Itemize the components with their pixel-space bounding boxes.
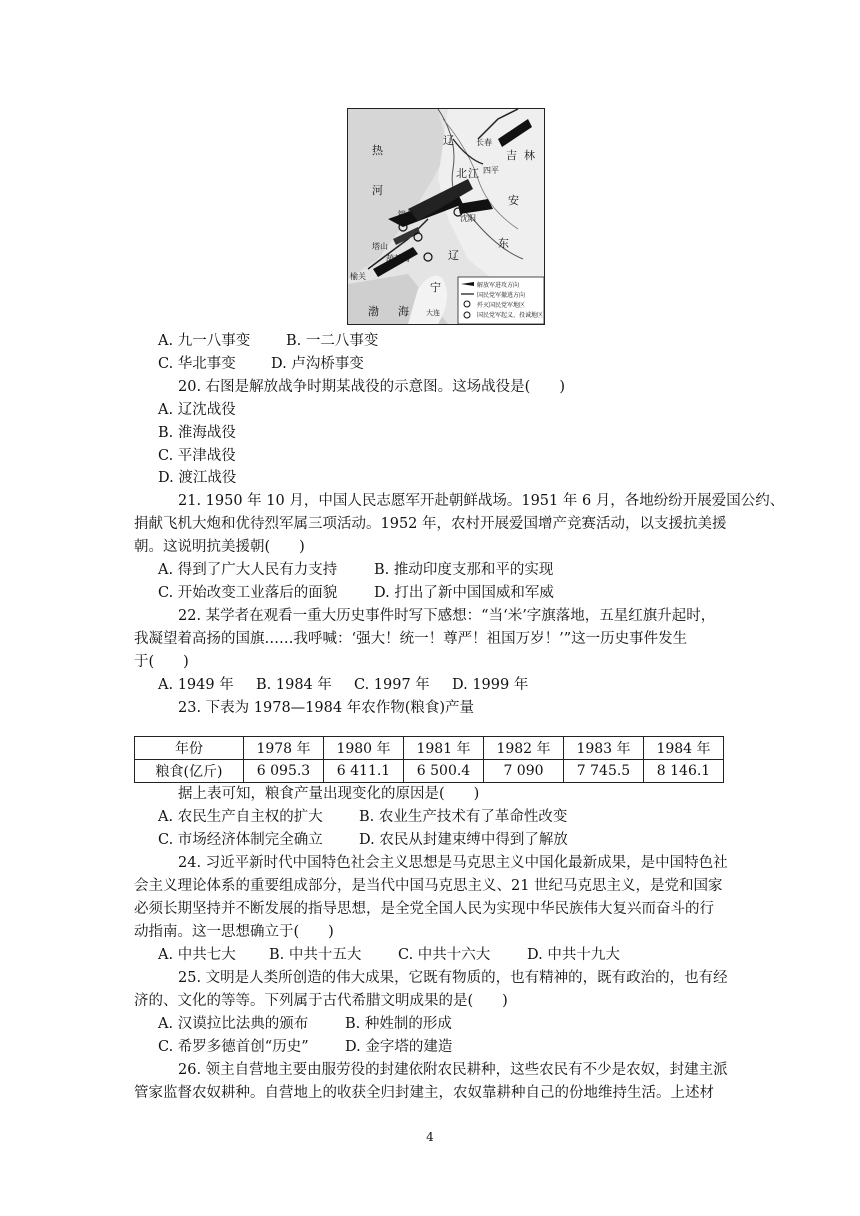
q24-line-1: 24. 习近平新时代中国特色社会主义思想是马克思主义中国化最新成果，是中国特色社 — [178, 855, 728, 871]
q24-option-a[interactable]: A. 中共七大 — [158, 947, 236, 963]
table-cell: 1982 年 — [484, 737, 564, 760]
q19-option-d[interactable]: D. 卢沟桥事变 — [271, 356, 364, 372]
q19-options-row1 — [158, 330, 378, 352]
table-cell: 6 500.4 — [404, 760, 484, 783]
map-label-liao2: 辽 — [448, 249, 459, 262]
table-cell: 1981 年 — [404, 737, 484, 760]
map-legend-attack: 解放军进攻方向 — [477, 282, 520, 289]
q21-options-row1 — [158, 559, 553, 581]
q21-line-2: 捐献飞机大炮和优待烈军属三项活动。1952 年，农村开展爱国增产竞赛活动，以支援抗美援 — [134, 516, 727, 532]
map-label-tashan: 塔山 — [372, 242, 388, 251]
q20-option-c[interactable]: C. 平津战役 — [158, 448, 236, 464]
map-legend — [458, 277, 544, 324]
q21-options-row2 — [158, 582, 554, 604]
map-label-jiang: 江 — [468, 167, 479, 180]
q23-option-b[interactable]: B. 农业生产技术有了革命性改变 — [359, 809, 568, 825]
map-label-ji: 吉 — [506, 149, 517, 162]
q24-line-3: 必须长期坚持并不断发展的指导思想，是全党全国人民为实现中华民族伟大复兴而奋斗的行 — [134, 901, 714, 917]
map-label-bo: 渤 — [368, 305, 379, 318]
q25-options-row2 — [158, 1036, 452, 1058]
q25-option-c[interactable]: C. 希罗多德首创“历史” — [158, 1039, 309, 1055]
table-cell: 6 095.3 — [244, 760, 324, 783]
table-cell: 1980 年 — [324, 737, 404, 760]
q22-option-d[interactable]: D. 1999 年 — [452, 677, 529, 693]
table-row — [135, 760, 724, 783]
q22-line-1: 22. 某学者在观看一重大历史事件时写下感想：“当‘米’字旗落地，五星红旗升起时， — [178, 608, 716, 624]
q24-option-c[interactable]: C. 中共十六大 — [398, 947, 491, 963]
q23-option-a[interactable]: A. 农民生产自主权的扩大 — [158, 809, 323, 825]
q24-line-2: 会主义理论体系的重要组成部分，是当代中国马克思主义、21 世纪马克思主义，是党和国家 — [134, 878, 723, 894]
q23-stem: 23. 下表为 1978—1984 年农作物(粮食)产量 — [178, 700, 475, 716]
q25-options-row1 — [158, 1013, 452, 1035]
map-label-bei: 北 — [456, 167, 467, 180]
map-label-hai: 海 — [398, 305, 409, 318]
q24-option-d[interactable]: D. 中共十九大 — [527, 947, 620, 963]
map-label-lin: 林 — [524, 149, 535, 162]
q23-options-row1 — [158, 806, 567, 828]
map-label-re: 热 — [372, 144, 383, 157]
map-label-yuguan: 榆关 — [350, 272, 366, 281]
grain-table — [134, 736, 724, 783]
q23-options-row2 — [158, 829, 568, 851]
q22-line-3: 于( ) — [134, 654, 189, 670]
q25-line-2: 济的、文化的等等。下列属于古代希腊文明成果的是( ) — [134, 993, 508, 1009]
map-legend-annihilated: 歼灭国民党军地区 — [477, 302, 526, 309]
campaign-map — [347, 108, 545, 325]
q25-option-a[interactable]: A. 汉谟拉比法典的颁布 — [158, 1016, 309, 1032]
q21-option-b[interactable]: B. 推动印度支那和平的实现 — [374, 562, 554, 578]
q26-line-2: 管家监督农奴耕种。自营地上的收获全归封建主，农奴靠耕种自己的份地维持生活。上述材 — [134, 1085, 714, 1101]
q26-line-1: 26. 领主自营地主要由服劳役的封建依附农民耕种，这些农民有不少是农奴，封建主派 — [178, 1062, 728, 1078]
table-header-row — [135, 737, 724, 760]
table-cell: 7 745.5 — [564, 760, 644, 783]
map-label-siping: 四平 — [483, 166, 499, 175]
q24-option-b[interactable]: B. 中共十五大 — [269, 947, 362, 963]
map-label-dalian: 大连 — [426, 309, 440, 317]
map-legend-retreat: 国民党军撤逃方向 — [477, 292, 526, 299]
q23-option-c[interactable]: C. 市场经济体制完全确立 — [158, 832, 323, 848]
map-label-dong: 东 — [498, 237, 509, 250]
table-cell: 粮食(亿斤) — [135, 760, 244, 783]
q19-option-a[interactable]: A. 九一八事变 — [158, 333, 251, 349]
map-label-jinzhou: 锦州 — [398, 210, 414, 219]
q20-option-b[interactable]: B. 淮海战役 — [158, 425, 236, 441]
table-cell: 1983 年 — [564, 737, 644, 760]
q20-option-d[interactable]: D. 渡江战役 — [158, 470, 237, 486]
table-cell: 1978 年 — [244, 737, 324, 760]
map-label-ning: 宁 — [430, 281, 441, 294]
q19-option-c[interactable]: C. 华北事变 — [158, 356, 236, 372]
q25-line-1: 25. 文明是人类所创造的伟大成果，它既有物质的，也有精神的，既有政治的，也有经 — [178, 970, 728, 986]
q22-option-b[interactable]: B. 1984 年 — [256, 677, 332, 693]
q21-line-1: 21. 1950 年 10 月，中国人民志愿军开赴朝鲜战场。1951 年 6 月，各地纷纷开展爱国公约、 — [178, 493, 785, 509]
q21-option-d[interactable]: D. 打出了新中国国威和军威 — [374, 585, 554, 601]
map-label-changchun: 长春 — [476, 138, 492, 147]
map-label-he: 河 — [372, 184, 383, 197]
map-label-huludao: 葫芦岛 — [386, 254, 410, 263]
table-cell: 6 411.1 — [324, 760, 404, 783]
q23-option-d[interactable]: D. 农民从封建束缚中得到了解放 — [359, 832, 568, 848]
q20-option-a[interactable]: A. 辽沈战役 — [158, 402, 236, 418]
q22-options — [158, 674, 528, 696]
map-label-shenyang: 沈阳 — [460, 214, 476, 223]
table-cell: 年份 — [135, 737, 244, 760]
q25-option-d[interactable]: D. 金字塔的建造 — [345, 1039, 453, 1055]
q21-option-c[interactable]: C. 开始改变工业落后的面貌 — [158, 585, 338, 601]
q22-option-a[interactable]: A. 1949 年 — [158, 677, 234, 693]
q24-options — [158, 944, 620, 966]
q21-line-3: 朝。这说明抗美援朝( ) — [134, 539, 305, 555]
q24-line-4: 动指南。这一思想确立于( ) — [134, 924, 334, 940]
q25-option-b[interactable]: B. 种姓制的形成 — [345, 1016, 452, 1032]
map-label-liao-top: 辽 — [443, 134, 454, 147]
map-label-an: 安 — [508, 194, 519, 207]
q19-options-row2 — [158, 353, 364, 375]
map-legend-surrender: 国民党军起义、投诚地区 — [477, 312, 544, 319]
q20-stem: 20. 右图是解放战争时期某战役的示意图。这场战役是( ) — [178, 379, 565, 395]
q19-option-b[interactable]: B. 一二八事变 — [286, 333, 379, 349]
table-cell: 1984 年 — [644, 737, 724, 760]
table-cell: 8 146.1 — [644, 760, 724, 783]
q23-follow: 据上表可知，粮食产量出现变化的原因是( ) — [178, 786, 480, 802]
q21-option-a[interactable]: A. 得到了广大人民有力支持 — [158, 562, 338, 578]
q22-line-2: 我凝望着高扬的国旗……我呼喊：‘强大！统一！尊严！祖国万岁！’”这一历史事件发生 — [134, 631, 688, 647]
table-cell: 7 090 — [484, 760, 564, 783]
page-number: 4 — [426, 1130, 434, 1144]
q22-option-c[interactable]: C. 1997 年 — [354, 677, 430, 693]
